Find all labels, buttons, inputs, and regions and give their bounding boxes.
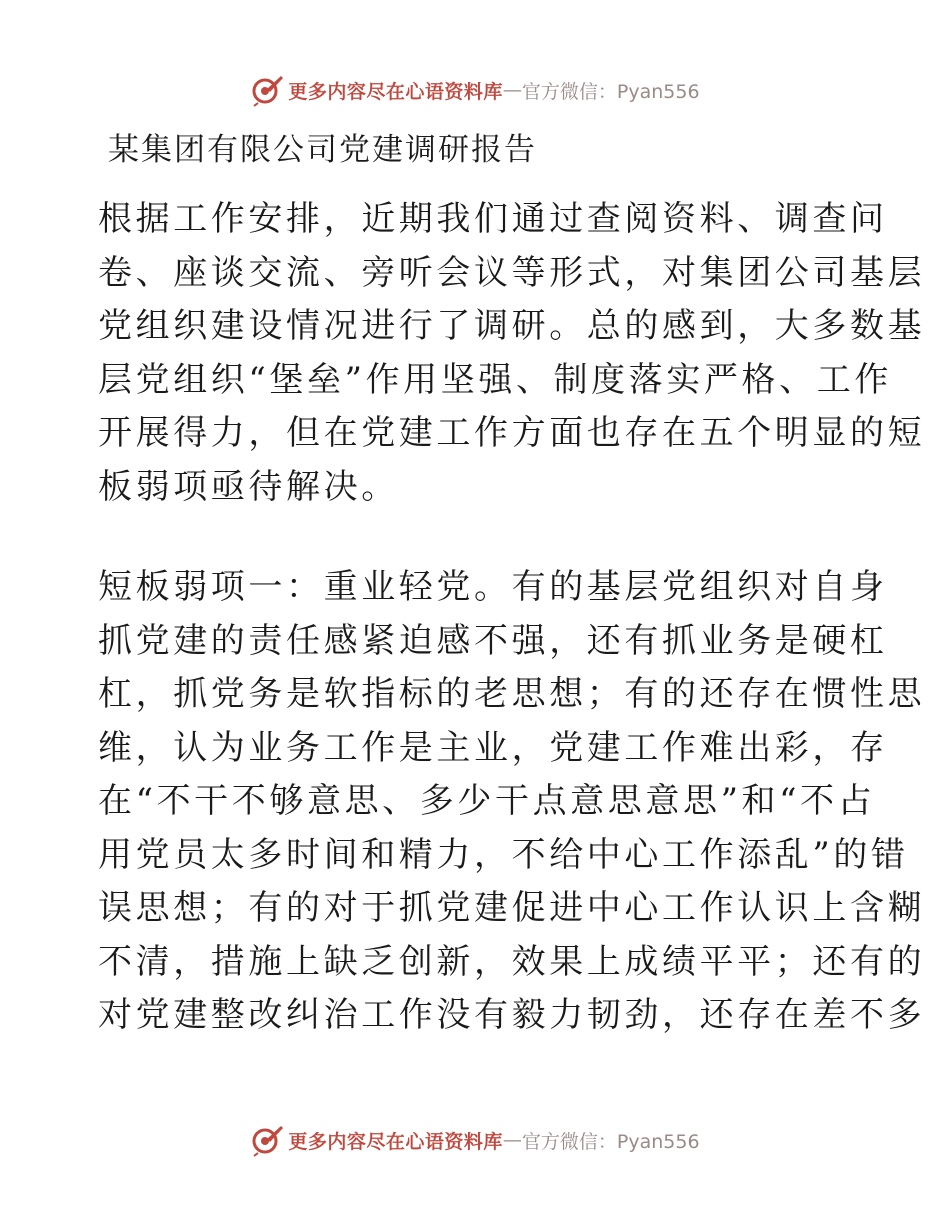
banner-dash: —	[502, 1129, 522, 1151]
text-line: 用党员太多时间和精力，不给中心工作添乱”的错	[98, 834, 909, 875]
text-line: 对党建整改纠治工作没有毅力韧劲，还存在差不多	[98, 995, 926, 1035]
text-line: 在“不干不够意思、多少干点意思意思”和“不占	[98, 781, 876, 821]
header-watermark-banner	[0, 70, 950, 110]
document-title: 某集团有限公司党建调研报告	[108, 132, 537, 168]
text-line: 维，认为业务工作是主业，党建工作难出彩，存	[98, 727, 888, 768]
text-line: 层党组织“堡垒”作用坚强、制度落实严格、工作	[98, 359, 892, 400]
banner-wechat-text: 官方微信：Pyan556	[521, 1130, 700, 1153]
footer-watermark-banner	[0, 1120, 950, 1160]
pen-logo-icon	[250, 1123, 284, 1157]
paragraph-1	[98, 193, 926, 514]
pen-logo-icon	[250, 73, 284, 107]
text-line: 短板弱项一：重业轻党。有的基层党组织对自身	[98, 567, 888, 607]
banner-dash: —	[502, 79, 522, 101]
banner-wechat-text: 官方微信：Pyan556	[521, 80, 700, 103]
banner-main-text: 更多内容尽在心语资料库	[288, 80, 503, 103]
paragraph-2	[98, 561, 926, 1043]
text-line: 根据工作安排，近期我们通过查阅资料、调查问	[98, 199, 888, 239]
text-line: 卷、座谈交流、旁听会议等形式，对集团公司基层	[98, 252, 926, 293]
text-line: 杠，抓党务是软指标的老思想；有的还存在惯性思	[98, 674, 926, 714]
text-line: 误思想；有的对于抓党建促进中心工作认识上含糊	[98, 888, 926, 928]
text-line: 开展得力，但在党建工作方面也存在五个明显的短	[98, 413, 926, 453]
text-line: 不清，措施上缺乏创新，效果上成绩平平；还有的	[98, 941, 926, 982]
text-line: 党组织建设情况进行了调研。总的感到，大多数基	[98, 306, 926, 346]
text-line: 板弱项亟待解决。	[98, 466, 399, 507]
banner-main-text: 更多内容尽在心语资料库	[288, 1130, 503, 1153]
text-line: 抓党建的责任感紧迫感不强，还有抓业务是硬杠	[98, 620, 888, 661]
